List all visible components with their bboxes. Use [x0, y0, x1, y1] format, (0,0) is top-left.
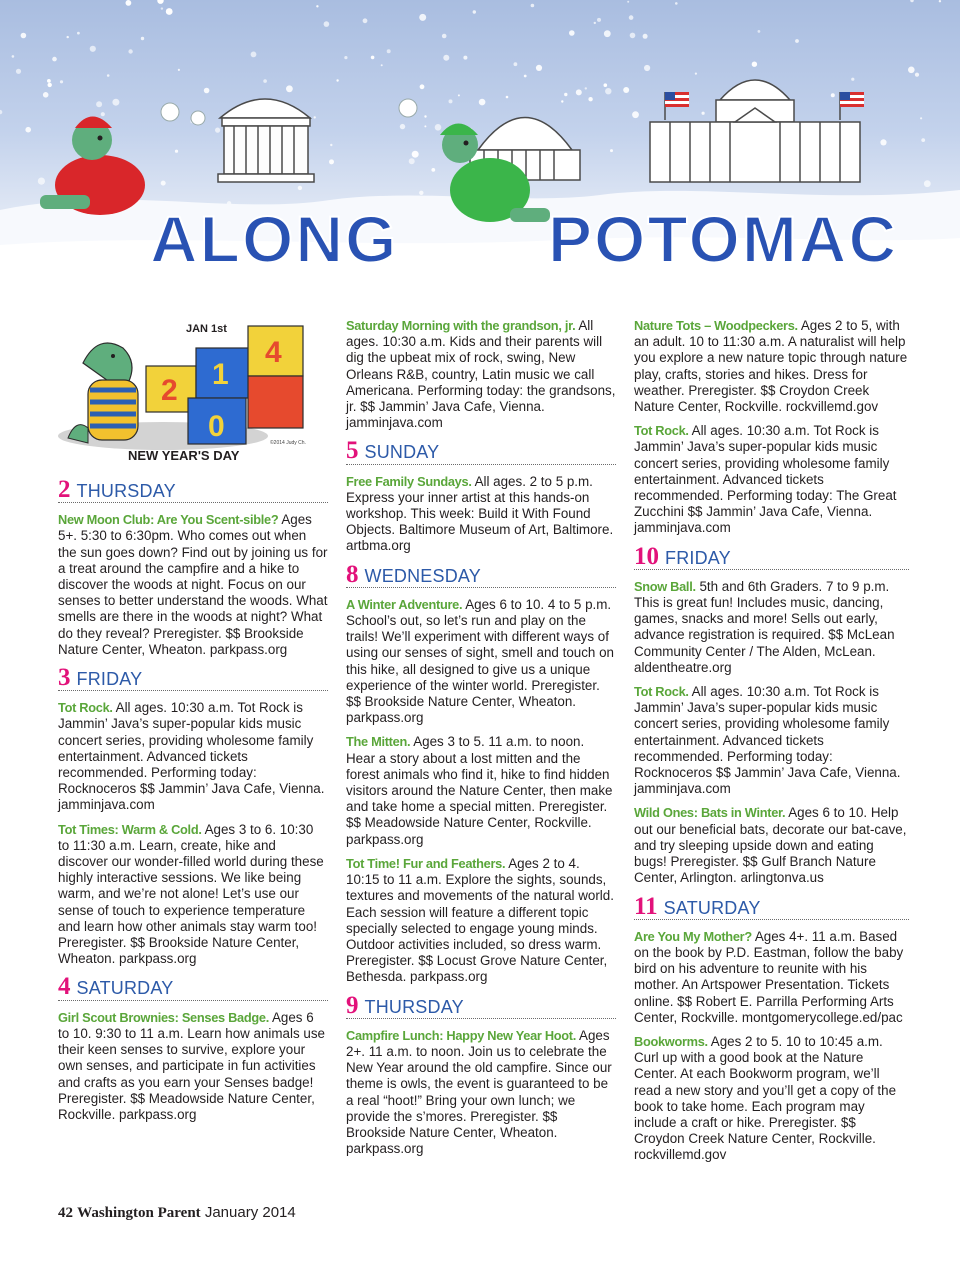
event-listing — [346, 474, 616, 555]
dinosaur-icon — [68, 343, 138, 443]
block-digit-1: 1 — [212, 358, 229, 391]
event-title: Free Family Sundays. — [346, 473, 472, 489]
day-number: 3 — [58, 664, 71, 692]
issue-date: January 2014 — [204, 1204, 296, 1221]
event-listing — [634, 805, 909, 886]
event-title: Campfire Lunch: Happy New Year Hoot. — [346, 1027, 577, 1043]
day-heading — [634, 542, 909, 570]
event-body: Ages 5+. 5:30 to 6:30pm. Who comes out when the sun goes down? Find out by joining us for a treat around the campfire and a hike to discover the woods at night. Focus on our senses to better understand the woods. What smells are there in the woods at night? What do they reveal? Preregister. $$ Brookside Nature Center, Wheaton. parkpass.org — [58, 512, 328, 657]
event-listing — [58, 1010, 328, 1123]
column-3 — [634, 318, 909, 1176]
magazine-name: Washington Parent — [77, 1205, 201, 1221]
event-body: All ages. 10:30 a.m. Tot Rock is Jammin’ Java’s super-popular kids music concert series, providing wholesome family entertainment. Advanced tickets recommended. Performing today: Rocknoceros $$ Jammin’ Java Cafe, Vienna. jamminjava.com — [58, 700, 325, 813]
day-name: WEDNESDAY — [364, 565, 481, 586]
block-digit-4: 4 — [265, 336, 282, 369]
event-listing — [58, 700, 328, 813]
event-listing — [634, 423, 909, 536]
event-title: Tot Rock. — [634, 684, 689, 700]
day-section-8 — [346, 560, 616, 986]
event-title: Are You My Mother? — [634, 928, 752, 944]
day-section-4 — [58, 973, 328, 1123]
memorial-icon — [218, 99, 314, 182]
event-body: Ages 3 to 5. 11 a.m. to noon. Hear a story about a lost mitten and the forest animals who find it, hike to find hidden visitors around the Nature Center, then make and take home a special mitten. Preregister. $$ Meadowside Nature Center, Rockville. parkpass.org — [346, 734, 613, 847]
banner-title-potomac: POTOMAC — [548, 202, 899, 276]
along-potomac-banner — [0, 0, 960, 292]
day-section-5 — [346, 437, 616, 554]
day-heading — [346, 991, 616, 1019]
new-years-day-illustration — [58, 318, 326, 468]
event-listing — [58, 822, 328, 968]
event-title: Tot Rock. — [58, 700, 113, 716]
day-name: SATURDAY — [663, 897, 761, 918]
page-footer — [58, 1204, 296, 1222]
day-section-10 — [634, 542, 909, 887]
event-body: Ages 4+. 11 a.m. Based on the book by P.D. Eastman, follow the baby bird on his adventure to reunite with his mother. An Artspower Presentation. Tickets online. $$ Robert E. Parrilla Performing Arts Center, Rockville. montgomerycollege.ed/pac — [634, 928, 904, 1025]
banner-illustration — [0, 0, 960, 292]
day-name: SATURDAY — [76, 978, 174, 999]
event-listing — [346, 318, 616, 431]
column-2 — [346, 318, 616, 1169]
event-title: A Winter Adventure. — [346, 596, 463, 612]
event-listing — [634, 1034, 909, 1164]
day-section-3 — [58, 664, 328, 967]
event-body: All ages. 10:30 a.m. Tot Rock is Jammin’ Java’s super-popular kids music concert series, providing wholesome family entertainment. Advanced tickets recommended. Performing today: Rocknoceros $$ Jammin’ Java Cafe, Vienna. jamminjava.com — [634, 684, 901, 797]
banner-title-along: ALONG — [150, 202, 399, 276]
day-number: 8 — [346, 560, 359, 588]
day-section-4-continued — [346, 318, 616, 431]
event-title: Saturday Morning with the grandson, jr. — [346, 318, 576, 333]
event-listing — [634, 318, 909, 415]
ny-date-label: JAN 1st — [186, 323, 227, 335]
day-name: THURSDAY — [364, 996, 464, 1017]
page-number: 42 — [58, 1205, 73, 1221]
day-number: 9 — [346, 991, 359, 1019]
ny-copyright: ©2014 Judy Ch. — [270, 440, 306, 446]
event-title: Bookworms. — [634, 1033, 708, 1049]
event-body: Ages 2 to 5. 10 to 10:45 a.m. Curl up with a good book at the Nature Center. At each Bookworm program, we’ll read a new story and you’ll get a copy of the book to take home. Each program may include a craft or hike. Preregister. $$ Croydon Creek Nature Center, Rockville. rockvillemd.gov — [634, 1033, 897, 1163]
event-body: Ages 2 to 4. 10:15 to 11 a.m. Explore the sights, sounds, textures and movements of the natural world. Each session will feature a different topic specially selected to engage young minds. Outdoor activities included, so dress warm. Preregister. $$ Locust Grove Nature Center, Bethesda. parkpass.org — [346, 855, 614, 985]
block-digit-0: 0 — [208, 410, 225, 443]
event-body: Ages 6 to 10. 4 to 5 p.m. School’s out, so let’s run and play on the trails! We’ll experiment with different ways of using our senses of sight, smell and touch on this hike, all designed to give us a unique experience of the winter world. Preregister. $$ Brookside Nature Center, Wheaton. parkpass.org — [346, 596, 614, 726]
event-title: Tot Rock. — [634, 423, 689, 439]
event-body: Ages 6 to 10. 9:30 to 11 a.m. Learn how animals use their keen senses to survive, explore your own senses, and participate in fun activities and crafts as you earn your Senses badge! Preregister. $$ Meadowside Nature Center, Rockville. parkpass.org — [58, 1009, 325, 1122]
event-listing — [58, 512, 328, 658]
day-heading — [58, 664, 328, 692]
event-listing — [346, 1028, 616, 1158]
event-title: New Moon Club: Are You Scent-sible? — [58, 512, 279, 528]
event-listing — [634, 684, 909, 797]
event-title: Tot Times: Warm & Cold. — [58, 821, 202, 837]
day-section-9 — [346, 991, 616, 1158]
event-body: All ages. 2 to 5 p.m. Express your inner artist at this hands-on workshop. This week: Build it With Found Objects. Baltimore Museum of Art, Baltimore. artbma.org — [346, 473, 614, 554]
event-title: Girl Scout Brownies: Senses Badge. — [58, 1009, 269, 1025]
event-title: Wild Ones: Bats in Winter. — [634, 805, 786, 821]
day-name: THURSDAY — [76, 481, 176, 501]
day-section-9-continued — [634, 318, 909, 537]
event-body: Ages 3 to 6. 10:30 to 11:30 a.m. Learn, create, hike and discover our wonder-filled world during these highly interactive sessions. We like being warm, and we’re not alone! Let’s use our sense of touch to experience temperature and learn how other animals stay warm too! Preregister. $$ Brookside Nature Center, Wheaton. parkpass.org — [58, 821, 324, 967]
day-number: 11 — [634, 892, 658, 920]
snowball-icon — [161, 103, 179, 121]
day-heading — [58, 476, 328, 503]
event-listing — [346, 597, 616, 727]
day-heading — [346, 437, 616, 465]
day-number: 10 — [634, 542, 659, 570]
event-listing — [346, 734, 616, 847]
dinosaur-red-icon — [40, 117, 145, 216]
day-name: SUNDAY — [364, 442, 440, 463]
event-title: The Mitten. — [346, 734, 411, 750]
day-number: 2 — [58, 476, 71, 503]
event-body: Ages 2+. 11 a.m. to noon. Join us to celebrate the New Year around the old campfire. Since our theme is owls, the event is guaranteed to be a real “hoot!” Bring your own lunch; we provide the s’mores. Preregister. $$ Brookside Nature Center, Wheaton. parkpass.org — [346, 1027, 612, 1157]
event-listing — [346, 856, 616, 986]
day-heading — [346, 560, 616, 588]
event-listing — [634, 929, 909, 1026]
ny-caption: NEW YEAR'S DAY — [128, 448, 240, 463]
day-name: FRIDAY — [76, 669, 143, 690]
event-listing — [634, 579, 909, 676]
day-section-2 — [58, 476, 328, 658]
day-section-11 — [634, 892, 909, 1164]
day-number: 5 — [346, 437, 359, 465]
event-body: All ages. 10:30 a.m. Kids and their parents will dig the upbeat mix of rock, swing, New Orleans R&B, country, Latin music we call Americana. Performing today: the grandsons, jr. $$ Jammin’ Java Cafe, Vienna. jamminjava.com — [346, 318, 616, 431]
event-title: Snow Ball. — [634, 578, 696, 594]
event-body: Ages 6 to 10. Help out our beneficial bats, decorate our bat-cave, and try sleeping upside down and eating bugs! Preregister. $$ Gulf Branch Nature Center, Arlington. arlingtonva.us — [634, 805, 907, 886]
event-title: Nature Tots – Woodpeckers. — [634, 318, 798, 333]
event-body: All ages. 10:30 a.m. Tot Rock is Jammin’ Java’s super-popular kids music concert series, providing wholesome family entertainment. Advanced tickets recommended. Performing today: The Great Zucchini $$ Jammin’ Java Cafe, Vienna. jamminjava.com — [634, 423, 897, 536]
day-name: FRIDAY — [665, 547, 731, 568]
event-title: Tot Time! Fur and Feathers. — [346, 855, 506, 871]
day-heading — [634, 892, 909, 920]
event-body: Ages 2 to 5, with an adult. 10 to 11:30 a.m. A naturalist will help you explore a new nature topic through nature play, crafts, stories and hikes. Dress for weather. Preregister. $$ Croydon Creek Nature Center, Rockville. rockvillemd.gov — [634, 318, 908, 415]
day-number: 4 — [58, 973, 71, 1001]
event-body: 5th and 6th Graders. 7 to 9 p.m. This is great fun! Includes music, dancing, games, snacks and more! Sells out early, advance registration is required. $$ McLean Community Center / The Alden, McLean. aldentheatre.org — [634, 578, 895, 675]
day-heading — [58, 973, 328, 1001]
block-digit-2: 2 — [161, 374, 178, 407]
column-1 — [58, 318, 328, 1135]
